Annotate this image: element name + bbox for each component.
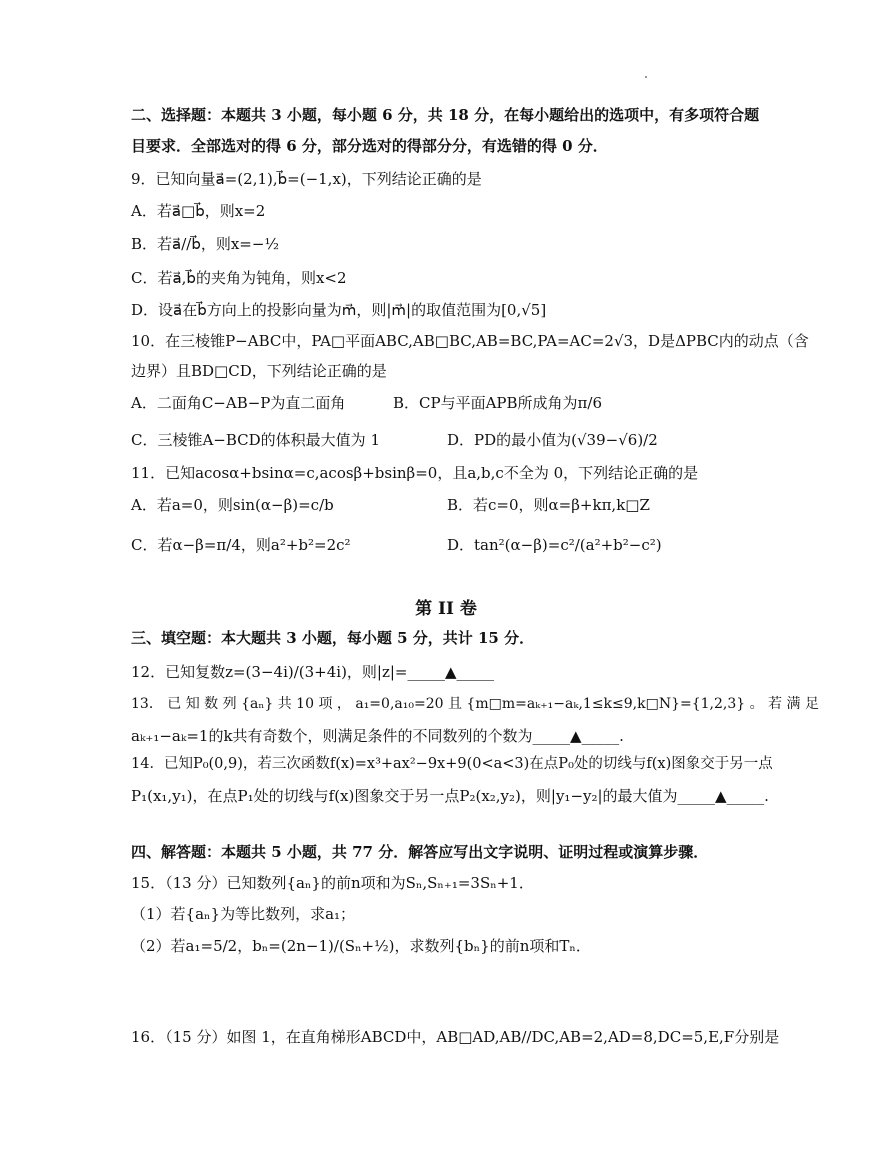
scan-speck xyxy=(645,76,647,78)
q9-stem: 9．已知向量a⃗=(2,1),b⃗=(−1,x)，下列结论正确的是 xyxy=(131,170,482,188)
q14-line2: P₁(x₁,y₁)，在点P₁处的切线与f(x)图象交于另一点P₂(x₂,y₂)，则|y₁−y₂|的最大值为_____▲_____. xyxy=(131,787,769,805)
section3-heading: 三、填空题：本大题共 3 小题，每小题 5 分，共计 15 分． xyxy=(131,629,535,647)
section2-heading-line2: 目要求．全部选对的得 6 分，部分选对的得部分分，有选错的得 0 分． xyxy=(131,137,608,155)
part2-title: 第 II 卷 xyxy=(415,599,477,619)
q14-line1: 14．已知P₀(0,9)，若三次函数f(x)=x³+ax²−9x+9(0<a<3)在点P₀处的切线与f(x)图象交于另一点 xyxy=(131,756,773,772)
q10-option-d: D．PD的最小值为(√39−√6)/2 xyxy=(447,431,658,449)
q16-line1: 16．（15 分）如图 1，在直角梯形ABCD中，AB□AD,AB//DC,AB=2,AD=8,DC=5,E,F分别是 xyxy=(131,1028,780,1046)
q11-stem: 11．已知acosα+bsinα=c,acosβ+bsinβ=0，且a,b,c不全为 0，下列结论正确的是 xyxy=(131,464,699,482)
section4-heading: 四、解答题：本题共 5 小题，共 77 分．解答应写出文字说明、证明过程或演算步骤． xyxy=(131,843,709,861)
q11-option-c: C．若α−β=π/4，则a²+b²=2c² xyxy=(131,536,351,554)
q12-text: 12．已知复数z=(3−4i)/(3+4i)，则|z|=_____▲_____ xyxy=(131,663,495,681)
q10-stem-line1: 10．在三棱锥P−ABC中，PA□平面ABC,AB□BC,AB=BC,PA=AC=2√3，D是ΔPBC内的动点（含 xyxy=(131,332,809,350)
q11-option-d: D．tan²(α−β)=c²/(a²+b²−c²) xyxy=(447,536,662,554)
q10-option-b: B．CP与平面APB所成角为π/6 xyxy=(393,394,602,412)
q11-option-a: A．若a=0，则sin(α−β)=c/b xyxy=(131,496,334,514)
q9-option-c: C．若a⃗,b⃗的夹角为钝角，则x<2 xyxy=(131,269,347,287)
q10-option-c: C．三棱锥A−BCD的体积最大值为 1 xyxy=(131,431,380,449)
q13-line2: aₖ₊₁−aₖ=1的k共有奇数个，则满足条件的不同数列的个数为_____▲_____. xyxy=(131,727,624,745)
q11-option-b: B．若c=0，则α=β+kπ,k□Z xyxy=(447,496,650,514)
q9-option-a: A．若a⃗□b⃗，则x=2 xyxy=(131,202,266,220)
section2-heading-line1: 二、选择题：本题共 3 小题，每小题 6 分，共 18 分，在每小题给出的选项中，有多项符合题 xyxy=(131,106,760,124)
q10-stem-line2: 边界）且BD□CD，下列结论正确的是 xyxy=(131,362,387,380)
q9-option-d: D．设a⃗在b⃗方向上的投影向量为m⃗，则|m⃗|的取值范围为[0,√5] xyxy=(131,301,547,319)
q15-part1: （1）若{aₙ}为等比数列，求a₁； xyxy=(131,905,356,923)
q13-line1: 13． 已 知 数 列 {aₙ} 共 10 项 ， a₁=0,a₁₀=20 且 {m□m=aₖ₊₁−aₖ,1≤k≤9,k□N}={1,2,3} 。 若 满 足 xyxy=(131,696,819,712)
q9-option-b: B．若a⃗//b⃗，则x=−½ xyxy=(131,235,279,253)
q10-option-a: A．二面角C−AB−P为直二面角 xyxy=(131,394,346,412)
q15-part2: （2）若a₁=5/2，bₙ=(2n−1)/(Sₙ+½)，求数列{bₙ}的前n项和Tₙ． xyxy=(131,937,591,955)
q15-stem: 15．（13 分）已知数列{aₙ}的前n项和为Sₙ,Sₙ₊₁=3Sₙ+1． xyxy=(131,874,534,892)
